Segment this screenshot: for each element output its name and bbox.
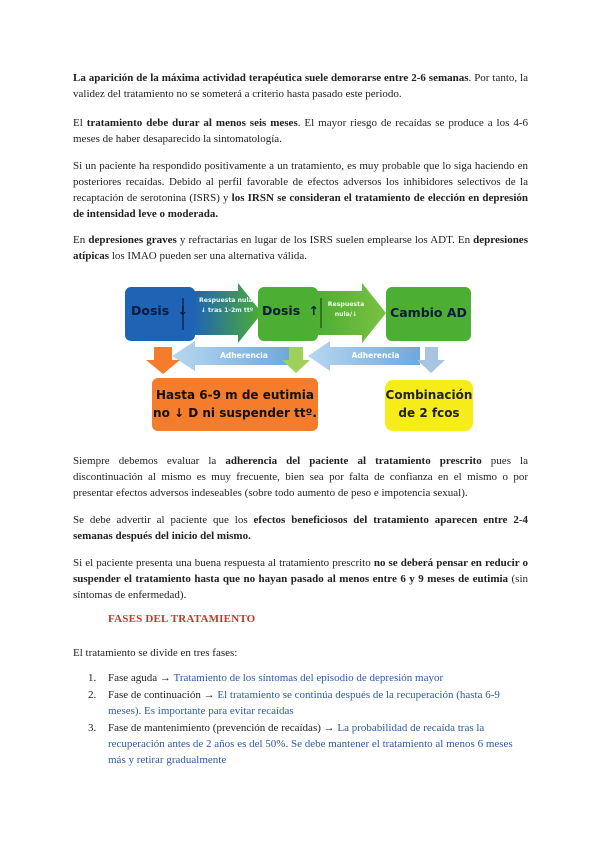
phase-label: Fase de mantenimiento (prevención de recaídas) → (108, 722, 338, 734)
down-arrow-blue (417, 347, 445, 373)
phase-number: 3. (88, 722, 97, 734)
hasta-line-1: Hasta 6-9 m de eutimia (156, 388, 314, 402)
response-text-2: (sin síntomas de enfermedad). (73, 573, 529, 601)
adherence-text-2: pues la discontinuación al mismo es muy frecuente, bien sea por falta de confianza en el mismo o por presentar efectos adversos indeseables (sobre todo aumento de peso e impotencia sexual). (73, 455, 528, 499)
phases-intro: El tratamiento se divide en tres fases: (73, 647, 238, 659)
response-bold: no se deberá pensar en reducir o suspender el tratamiento hasta que no hayan pasado al menos entre 6 y 9 meses de eutimia (73, 557, 528, 585)
severe-text-2: y refractarias en lugar de los ISRS suelen emplearse los ADT. En (176, 234, 474, 246)
latency-bold: La aparición de la máxima actividad terapéutica suele demorarse entre 2-6 semanas (73, 72, 469, 84)
paragraph-response (73, 555, 528, 603)
combinacion-line-2: de 2 fcos (398, 406, 460, 420)
hasta-line-2: no ↓ D ni suspender ttº. (153, 406, 317, 420)
paragraph-benefits (73, 512, 528, 544)
dosis-down-label (131, 303, 188, 318)
phase-number: 1. (88, 672, 97, 684)
dosis-up-text: Dosis (262, 303, 301, 318)
arrow-down-icon: ↓ (177, 303, 188, 318)
section-heading: FASES DEL TRATAMIENTO (108, 613, 256, 625)
benefits-text: Se debe advertir al paciente que los (73, 514, 254, 526)
duration-bold: tratamiento debe durar al menos seis meses (86, 117, 298, 129)
adherencia-label-2: Adherencia (351, 351, 400, 360)
cambio-ad-label: Cambio AD (390, 305, 467, 320)
arrow-up-icon: ↑ (308, 303, 319, 318)
hasta-label (152, 386, 318, 422)
severe-bold-1: depresiones graves (88, 234, 177, 246)
severe-text-1: En (73, 234, 89, 246)
phase-number: 2. (88, 689, 97, 701)
benefits-bold: efectos beneficiosos del tratamiento aparecen entre 2-4 semanas después del inicio del mismo. (73, 514, 528, 542)
phases-list (88, 670, 528, 769)
list-item (88, 670, 528, 686)
adherence-bold: adherencia del paciente al tratamiento prescrito (225, 455, 482, 467)
list-item (88, 720, 528, 768)
isrs-text: Si un paciente ha respondido positivamente a un tratamiento, es muy probable que lo siga haciendo en posteriores recaídas. Debido al perfil favorable de efectos adversos los inhibidores selectivos de la recaptación de serotonina (ISRS) y (73, 160, 528, 204)
list-item (88, 687, 528, 719)
down-arrow-orange (146, 347, 180, 374)
response-2-label: Respuesta nula/↓ (327, 301, 365, 318)
latency-text: . Por tanto, la validez del tratamiento no se someterá a criterio hasta pasado este periodo. (73, 72, 528, 100)
dosis-up-label (262, 303, 319, 318)
combinacion-line-1: Combinación (385, 388, 473, 402)
isrs-bold: los IRSN se consideran el tratamiento de elección en depresión de intensidad leve o moderada. (73, 192, 528, 220)
response-text-1: Si el paciente presenta una buena respuesta al tratamiento prescrito (73, 557, 374, 569)
response-1-label: Respuesta nula/↓ tras 1-2m ttº (198, 297, 255, 314)
severe-text-3: los IMAO pueden ser una alternativa válida. (109, 250, 307, 262)
duration-text-1: El (73, 117, 87, 129)
phase-label: Fase aguda → (108, 672, 174, 684)
dosis-down-text: Dosis (131, 303, 170, 318)
phase-label: Fase de continuación → (108, 689, 218, 701)
phase-description: La probabilidad de recaída tras la recuperación antes de 2 años es del 50%. Se debe mantener el tratamiento al menos 6 meses más y retirar gradualmente (108, 722, 513, 766)
duration-text-2: . El mayor riesgo de recaídas se produce a los 4-6 meses de haber desaparecido la sintomatología. (73, 117, 528, 145)
phase-description: Tratamiento de los síntomas del episodio de depresión mayor (173, 672, 444, 684)
adherencia-label-1: Adherencia (220, 351, 268, 360)
paragraph-adherence (73, 453, 528, 501)
severe-bold-2: depresiones atípicas (73, 234, 528, 262)
adherence-text-1: Siempre debemos evaluar la (73, 455, 226, 467)
phase-description: El tratamiento se continúa después de la recuperación (hasta 6-9 meses). Es importante para evitar recaídas (108, 689, 500, 717)
combinacion-label (385, 386, 473, 422)
